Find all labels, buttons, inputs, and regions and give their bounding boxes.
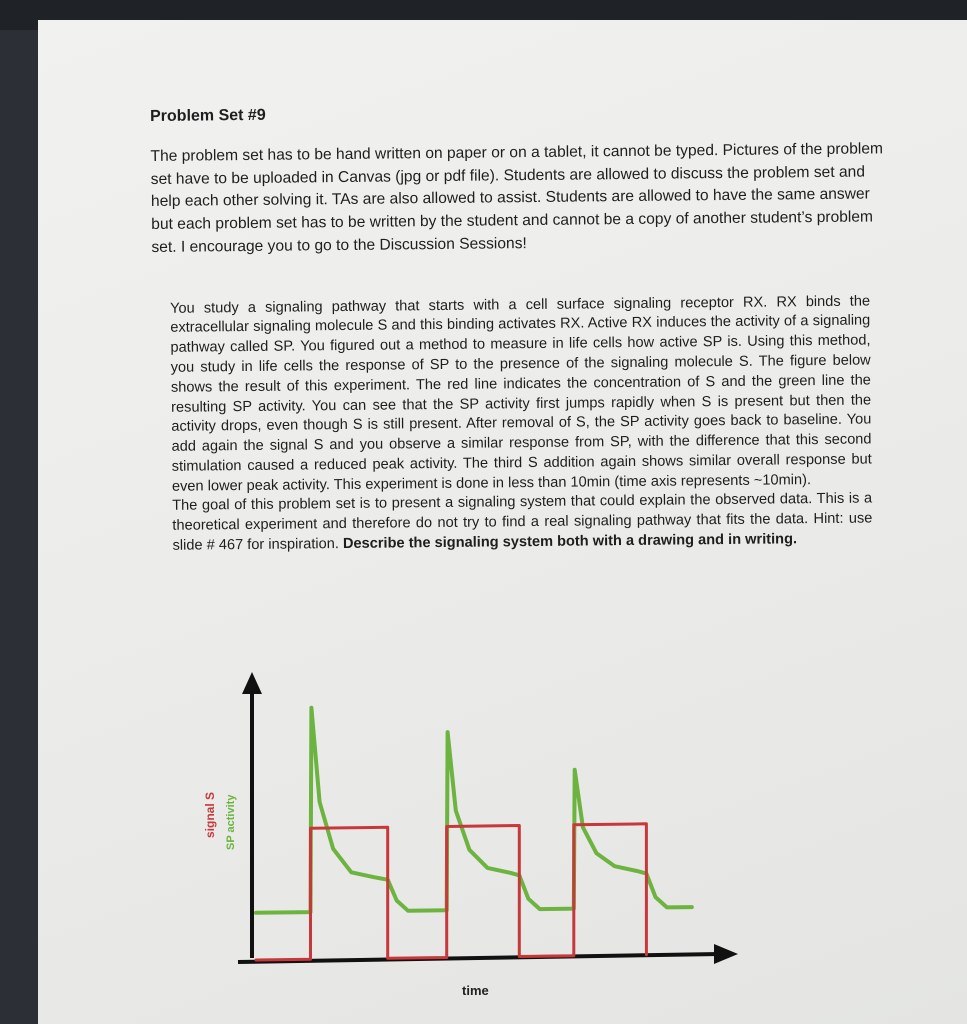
series-line-sp-activity bbox=[256, 708, 692, 913]
intro-paragraph: The problem set has to be hand written on paper or on a tablet, it cannot be typed. Pictures of the problem set have to be uploaded in Canvas (jpg or pdf file). Students are allowed to discuss the problem set and help each other solving it. TAs are also allowed to assist. Students are allowed to have the same answer but each problem set has to be written by the student and cannot be a copy of another student’s problem set. I encourage you to go to the Discussion Sessions! bbox=[150, 140, 884, 256]
problem-text: You study a signaling pathway that starts with a cell surface signaling receptor RX. RX binds the extracellular signaling molecule S and this binding activates RX. Active RX induces the activity of a signaling pathway called SP. You figured out a method to measure in life cells how active SP is. Using this method, you study in life cells the response of SP to the presence of the signaling molecule S. The figure below shows the result of this experiment. The red line indicates the concentration of S and the green line the resulting SP activity. You can see that the SP activity first jumps rapidly when S is present but then the activity drops, even though S is still present. After removal of S, the SP activity goes back to baseline. You add again the signal S and you observe a similar response from SP, with the difference that this second stimulation caused a reduced peak activity. The third S addition again shows similar overall response but even lower peak activity. This experiment is done in less than 10min (time axis represents ~10min). bbox=[170, 292, 872, 495]
problem-paragraph bbox=[170, 292, 873, 557]
figure bbox=[190, 668, 750, 1008]
goal-bold-text: Describe the signaling system both with a drawing and in writing. bbox=[342, 531, 798, 553]
series-layer bbox=[256, 708, 692, 960]
x-axis-arrow-icon bbox=[714, 944, 738, 964]
y-axis-labels bbox=[203, 792, 237, 850]
series-line-signal-s bbox=[256, 824, 646, 960]
y-axis-arrow-icon bbox=[242, 672, 262, 694]
page-title: Problem Set #9 bbox=[150, 106, 266, 125]
y-axis-label-sp: SP activity bbox=[225, 794, 237, 850]
goal-text: The goal of this problem set is to present a signaling system that could explain the observed data. This is a theoretical experiment and therefore do not try to find a real signaling pathway that fits the data. Hint: use slide # 467 for inspiration. bbox=[172, 490, 873, 554]
x-axis-label: time bbox=[462, 983, 489, 998]
y-axis-label-signal: signal S bbox=[203, 791, 217, 838]
signal-chart bbox=[190, 668, 750, 1008]
document-content bbox=[150, 100, 890, 557]
